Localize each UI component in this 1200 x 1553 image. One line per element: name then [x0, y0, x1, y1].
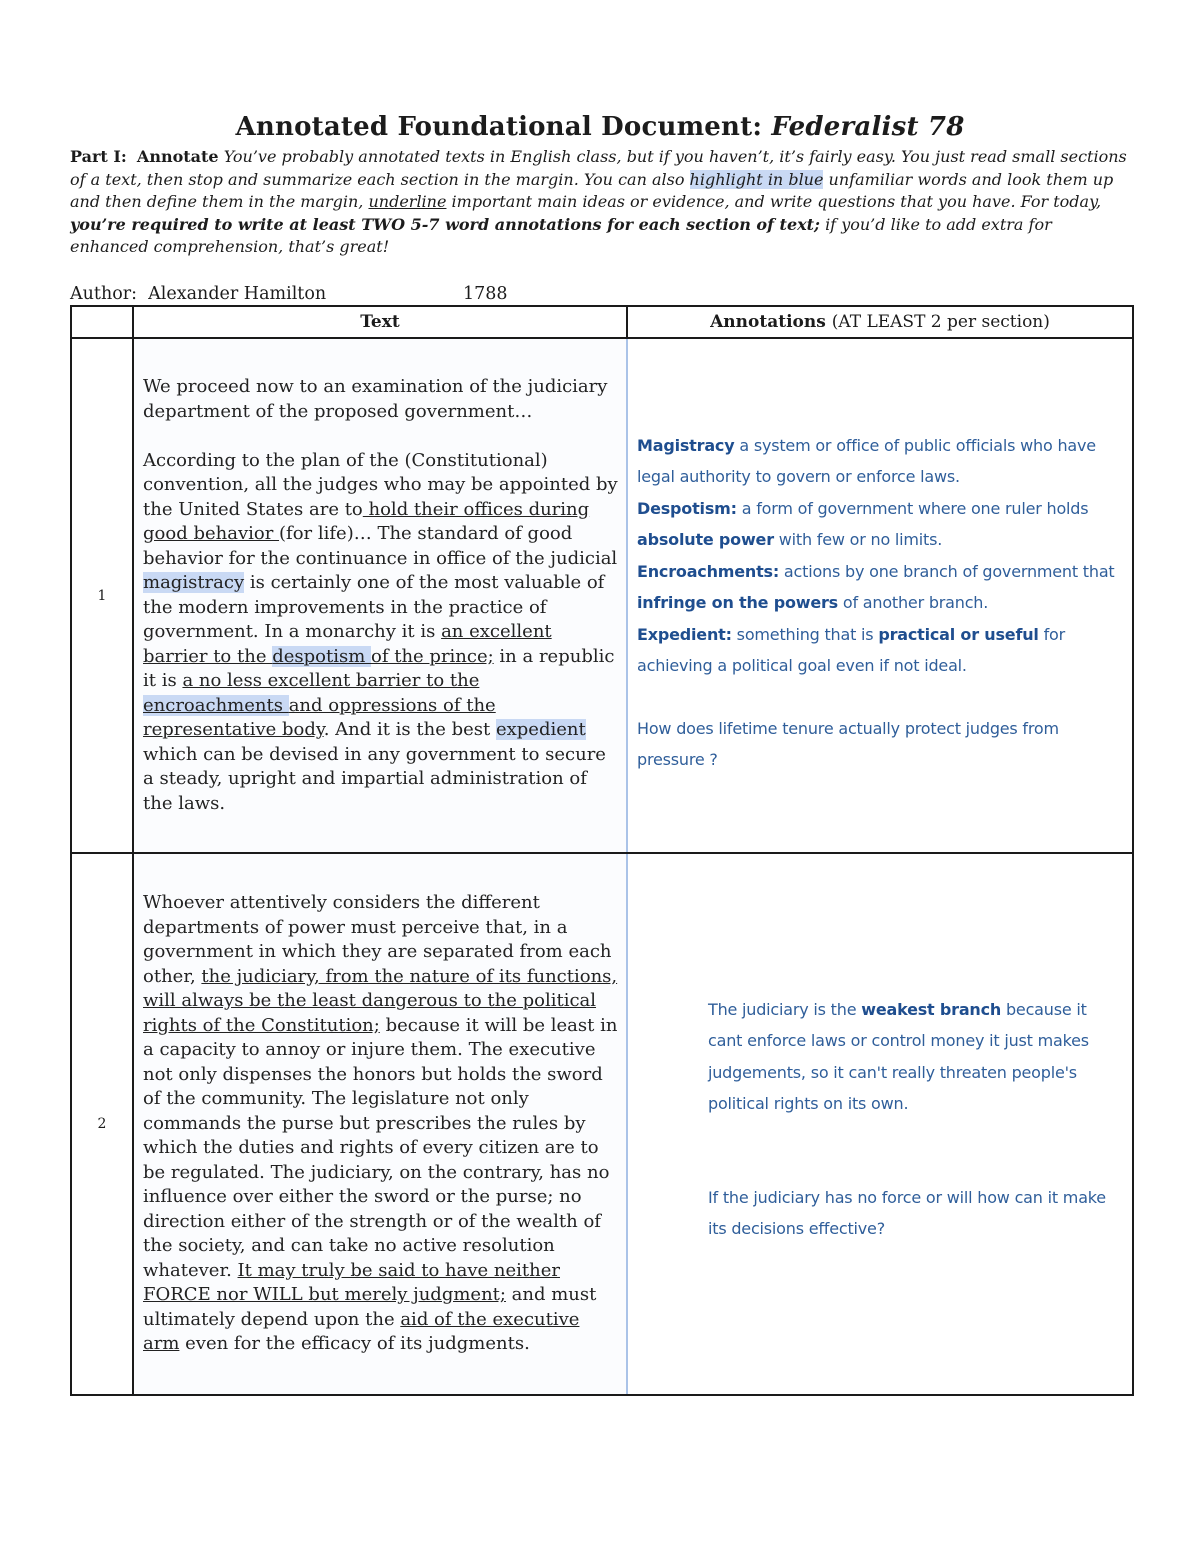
highlighted-word: encroachments: [143, 694, 289, 716]
highlighted-word: despotism: [272, 645, 371, 667]
header-number: [71, 306, 133, 338]
highlighted-word: magistracy: [143, 572, 245, 593]
document-title: [0, 112, 1200, 142]
definition-text: with few or no limits.: [773, 530, 943, 549]
emphasis-text: weakest branch: [861, 999, 1002, 1019]
part-label: Part I:: [70, 147, 127, 166]
annotation-definition: [637, 619, 1118, 682]
passage-paragraph: [143, 891, 618, 1357]
emphasis-text: practical or useful: [878, 624, 1039, 644]
passage-text: Whoever attentively considers the different departments of power must perceive that, in a government in which they are separated from each other,: [143, 892, 612, 987]
definition-text: something that is: [731, 624, 879, 644]
underlined-text: It may truly be said to have neither FORCE nor WILL but merely judgment;: [143, 1259, 560, 1306]
underlined-text: a no less excellent barrier to the: [182, 670, 480, 691]
underlined-text: hold their offices during good behavior: [143, 498, 590, 544]
annotation-definition: [637, 493, 1118, 556]
passage-text: because it will be least in a capacity to annoy or injure them. The executive not only dispenses the honors but holds the sword of the community. The legislature not only commands the purse but prescribes the rules by which the duties and rights of every citizen are to be regulated. The judiciary, on the contrary, has no influence over either the sword or the purse; no direction either of the strength or of the wealth of the society, and can take no active resolution whatever.: [143, 1014, 618, 1281]
passage-paragraph: We proceed now to an examination of the judiciary department of the proposed government…: [143, 376, 608, 422]
author-label: Author:: [70, 284, 138, 304]
author-name: Alexander Hamilton: [148, 284, 327, 304]
annotation-question: How does lifetime tenure actually protect judges from pressure ?: [637, 718, 1059, 769]
annotate-label: Annotate: [136, 147, 219, 166]
defined-term: Despotism:: [637, 498, 737, 518]
defined-term: Magistracy: [637, 435, 735, 455]
emphasis-text: infringe on the powers: [637, 593, 838, 612]
author-line: [70, 284, 508, 304]
document-year: 1788: [463, 284, 508, 304]
defined-term: Expedient:: [637, 624, 732, 644]
passage-text: is certainly one of the most valuable of the modern improvements in the practice of government. In a monarchy it is: [143, 572, 605, 642]
header-annotations-label: Annotations: [710, 312, 826, 332]
passage-text: (for life)… The standard of good behavior for the continuance in office of the judicial: [143, 523, 618, 569]
instructions-text-3: important main ideas or evidence, and write questions that you have. For today,: [451, 192, 1102, 211]
passage-text: in a republic it is: [143, 645, 615, 691]
title-main: Annotated Foundational Document:: [235, 112, 763, 142]
underlined-text: an excellent barrier to the: [143, 621, 552, 667]
annotation-text: because it cant enforce laws or control money it just makes judgements, so it can't really threaten people's political rights on its own.: [708, 999, 1089, 1113]
definition-text: for achieving a political goal even if not ideal.: [637, 624, 1065, 675]
section-annotations: [627, 338, 1133, 853]
definition-text: a form of government where one ruler holds: [736, 498, 1089, 518]
definition-text: actions by one branch of government that: [779, 561, 1115, 581]
underlined-text: of the prince;: [371, 645, 494, 667]
passage-text: . And it is the best: [323, 719, 496, 740]
table-header-row: [71, 306, 1133, 338]
header-annotations: [627, 306, 1133, 338]
section-annotations: [627, 853, 1133, 1395]
passage-text: even for the efficacy of its judgments.: [179, 1333, 530, 1355]
section-number: 2: [71, 853, 133, 1395]
underlined-text: aid of the executive arm: [143, 1308, 580, 1355]
underlined-text: and oppressions of the representative body: [143, 694, 496, 740]
instructions-text-1: You’ve probably annotated texts in English class, but if you haven’t, it’s fairly easy. You just read small sections of a text, then stop and summarize each section in the margin. You can also: [70, 147, 1127, 189]
instructions-requirement: you’re required to write at least TWO 5-7 word annotations for each section of text;: [70, 214, 820, 234]
passage-paragraph: [143, 449, 618, 817]
annotation-question: If the judiciary has no force or will how can it make its decisions effective?: [708, 1187, 1106, 1238]
instructions-text-4: if you’d like to add extra for enhanced comprehension, that’s great!: [70, 214, 1052, 256]
defined-term: Encroachments:: [637, 561, 780, 581]
annotation-definition: [637, 556, 1118, 619]
title-italic: Federalist 78: [771, 112, 965, 142]
table-row: [71, 338, 1133, 853]
annotation-summary: [708, 994, 1118, 1120]
header-text: Text: [133, 306, 627, 338]
section-passage: [133, 853, 627, 1395]
header-annotations-note: (AT LEAST 2 per section): [831, 312, 1050, 332]
annotation-table: [70, 305, 1134, 1396]
annotation-text: The judiciary is the: [708, 999, 862, 1019]
underline-example: underline: [368, 192, 447, 211]
passage-text: and must ultimately depend upon the: [143, 1284, 597, 1330]
instructions-text-2: unfamiliar words and look them up and then define them in the margin,: [70, 169, 1114, 211]
passage-text: which can be devised in any government to secure a steady, upright and impartial administration of the laws.: [143, 743, 606, 814]
section-passage: [133, 338, 627, 853]
passage-text: According to the plan of the (Constitutional) convention, all the judges who may be appointed by the United States are to: [143, 449, 618, 520]
highlight-example: highlight in blue: [689, 169, 824, 189]
table-row: [71, 853, 1133, 1395]
section-number: 1: [71, 338, 133, 853]
instructions: [70, 146, 1132, 259]
emphasis-text: absolute power: [637, 530, 774, 549]
definition-text: a system or office of public officials who have legal authority to govern or enforce laws.: [637, 435, 1096, 486]
underlined-text: the judiciary, from the nature of its functions, will always be the least dangerous to the political rights of the Constitution;: [143, 965, 618, 1036]
highlighted-word: expedient: [495, 719, 586, 740]
definition-text: of another branch.: [837, 593, 989, 612]
annotation-definition: [637, 430, 1118, 493]
